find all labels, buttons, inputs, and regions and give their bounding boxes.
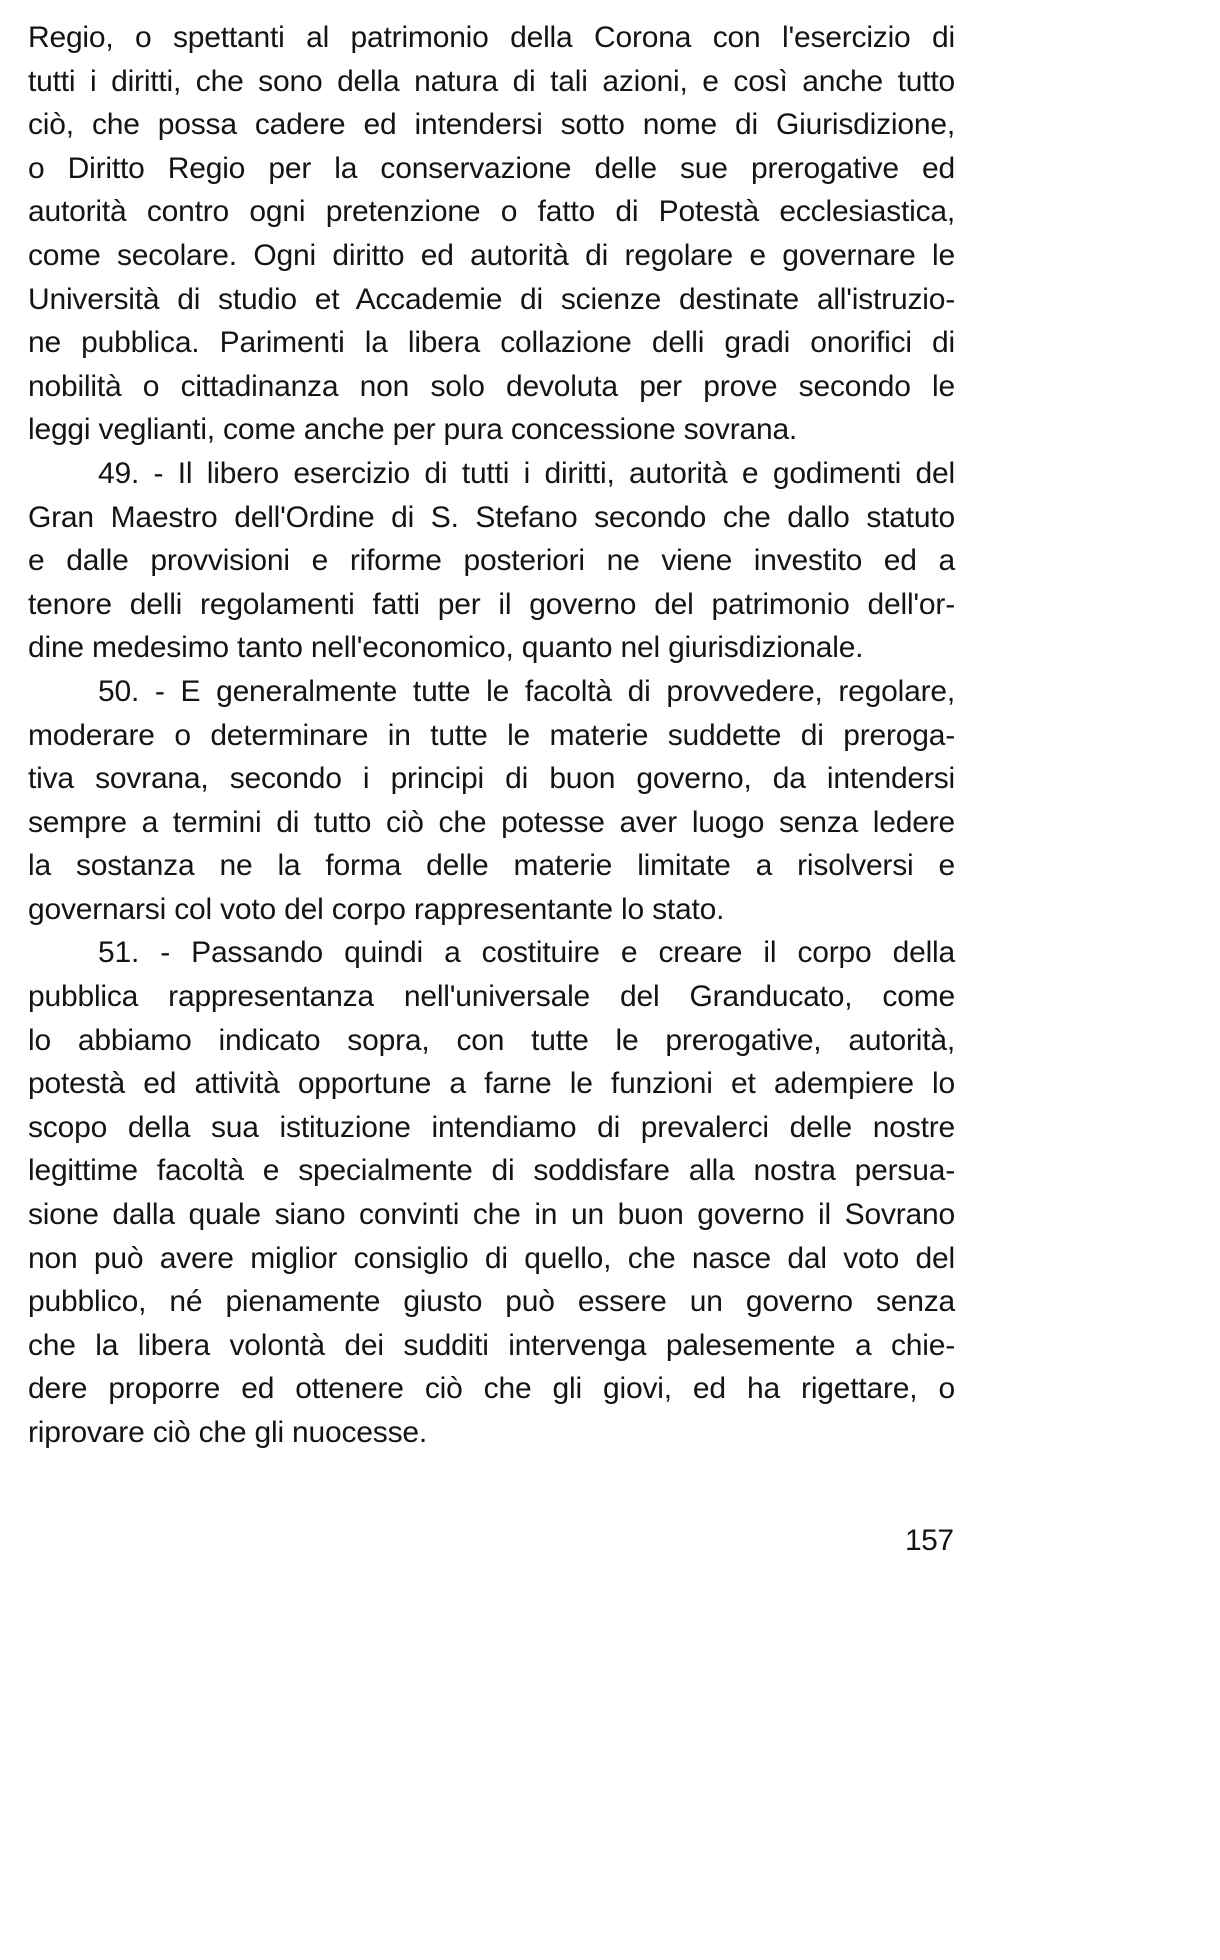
text-line: tutti i diritti, che sono della natura di tali azioni, e così anche tutto	[28, 64, 955, 98]
text-line: o Diritto Regio per la conservazione delle sue prerogative ed	[28, 151, 955, 185]
text-line: governarsi col voto del corpo rappresentante lo stato.	[28, 892, 725, 926]
text-line: riprovare ciò che gli nuocesse.	[28, 1416, 428, 1449]
text-line: pubblico, né pienamente giusto può essere un governo senza	[28, 1285, 955, 1319]
document-page	[28, 16, 955, 1455]
article-first-line: 49. - Il libero esercizio di tutti i diritti, autorità e godimenti del	[98, 456, 955, 490]
text-line: dere proporre ed ottenere ciò che gli giovi, ed ha rigettare, o	[28, 1372, 955, 1406]
text-line: dine medesimo tanto nell'economico, quanto nel giurisdizionale.	[28, 631, 864, 665]
text-line: e dalle provvisioni e riforme posteriori ne viene investito ed a	[28, 544, 955, 578]
text-line: non può avere miglior consiglio di quello, che nasce dal voto del	[28, 1241, 955, 1275]
text-line: sempre a termini di tutto ciò che potesse aver luogo senza ledere	[28, 805, 955, 839]
text-line: scopo della sua istituzione intendiamo di prevalerci delle nostre	[28, 1110, 955, 1144]
text-line: come secolare. Ogni diritto ed autorità di regolare e governare le	[28, 238, 955, 272]
page-number: 157	[905, 1524, 954, 1557]
text-line: potestà ed attività opportune a farne le funzioni et adempiere lo	[28, 1067, 955, 1101]
text-line: autorità contro ogni pretenzione o fatto di Potestà ecclesiastica,	[28, 195, 955, 229]
text-line: sione dalla quale siano convinti che in un buon governo il Sovrano	[28, 1198, 955, 1232]
article-51	[28, 931, 955, 1454]
text-line: che la libera volontà dei sudditi intervenga palesemente a chie-	[28, 1328, 955, 1362]
text-line: moderare o determinare in tutte le materie suddette di preroga-	[28, 718, 955, 752]
paragraph-continuation	[28, 16, 955, 452]
text-line: lo abbiamo indicato sopra, con tutte le prerogative, autorità,	[28, 1023, 955, 1057]
text-line: pubblica rappresentanza nell'universale del Granducato, come	[28, 980, 955, 1014]
text-line: la sostanza ne la forma delle materie limitate a risolversi e	[28, 849, 955, 883]
text-line: Gran Maestro dell'Ordine di S. Stefano secondo che dallo statuto	[28, 500, 955, 534]
text-line: Regio, o spettanti al patrimonio della Corona con l'esercizio di	[28, 21, 955, 54]
text-line: leggi veglianti, come anche per pura concessione sovrana.	[28, 413, 798, 447]
text-line: ciò, che possa cadere ed intendersi sotto nome di Giurisdizione,	[28, 108, 955, 142]
text-line: ne pubblica. Parimenti la libera collazione delli gradi onorifici di	[28, 326, 955, 360]
article-50	[28, 670, 955, 932]
text-line: nobilità o cittadinanza non solo devoluta per prove secondo le	[28, 369, 955, 403]
article-first-line: 51. - Passando quindi a costituire e creare il corpo della	[98, 936, 955, 970]
text-line: tiva sovrana, secondo i principi di buon governo, da intendersi	[28, 762, 955, 796]
article-49	[28, 452, 955, 670]
text-line: tenore delli regolamenti fatti per il governo del patrimonio dell'or-	[28, 587, 955, 621]
article-first-line: 50. - E generalmente tutte le facoltà di provvedere, regolare,	[98, 674, 955, 708]
text-line: Università di studio et Accademie di scienze destinate all'istruzio-	[28, 282, 955, 316]
text-line: legittime facoltà e specialmente di soddisfare alla nostra persua-	[28, 1154, 955, 1188]
